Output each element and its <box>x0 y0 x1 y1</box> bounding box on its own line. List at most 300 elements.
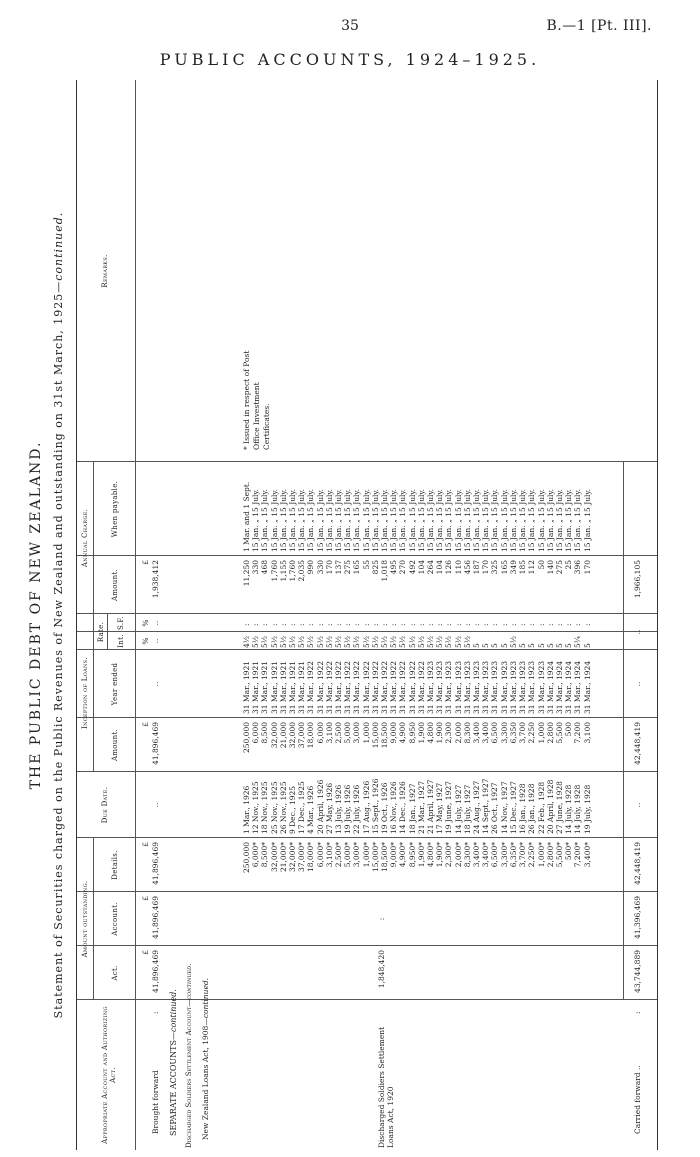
year-ended-cell: 31 Mar., 1923 <box>435 660 445 714</box>
separate-accounts-heading <box>169 989 178 1136</box>
inception-amount-cell: 3,700 <box>518 722 528 744</box>
due-date-cell: 14 July, 1927 <box>453 784 463 834</box>
sinking-fund-cell: : <box>536 623 546 626</box>
interest-rate-cell: 5 <box>582 643 592 648</box>
year-ended-cell: 31 Mar., 1923 <box>472 660 482 714</box>
due-date-cell: 12 Nov., 1925 <box>251 781 261 834</box>
when-payable-cell: 15 Jan. „ 15 July. <box>573 488 583 552</box>
when-payable-cell: 15 Jan. „ 15 July. <box>435 488 445 552</box>
inception-amount-cell: 1,900 <box>435 722 445 744</box>
annual-amount-cell: 137 <box>334 560 344 575</box>
year-ended-cell: 31 Mar., 1923 <box>426 660 436 714</box>
col-rule <box>77 717 657 718</box>
when-payable-cell: 15 Jan. „ 15 July. <box>398 488 408 552</box>
annual-amount-cell: 1,760 <box>269 560 279 582</box>
interest-rate-cell: 5 <box>472 643 482 648</box>
document-reference: B.—1 [Pt. III]. <box>546 18 652 34</box>
due-date-cell: 14 Dec., 1926 <box>398 781 408 834</box>
when-payable-column <box>242 462 592 552</box>
interest-rate-cell: 5½ <box>370 635 380 648</box>
annual-amount-cell: 50 <box>536 560 546 570</box>
year-ended-cell: 31 Mar., 1922 <box>361 660 371 714</box>
details-cell: 6,000* <box>251 842 261 868</box>
brought-forward-label: Brought forward <box>151 1070 160 1134</box>
brought-forward-dots: : <box>151 1011 160 1014</box>
sinking-fund-cell: : <box>444 623 454 626</box>
rotated-table-area <box>6 80 696 1150</box>
when-payable-cell: 15 Jan. „ 15 July. <box>472 488 482 552</box>
when-payable-cell: 15 Jan. „ 15 July. <box>536 488 546 552</box>
page-number: 35 <box>341 18 359 34</box>
due-date-cell: 26 Jan., 1928 <box>527 783 537 834</box>
year-ended-cell: 31 Mar., 1921 <box>242 660 251 714</box>
details-cell: 37,000* <box>297 842 307 872</box>
details-cell: 250,000 <box>242 842 251 874</box>
interest-rate-cell: 5½ <box>343 635 353 648</box>
due-date-cell: 19 July, 1926 <box>343 784 353 834</box>
header-bottom-rule <box>135 80 136 1150</box>
inception-amount-column <box>242 722 592 772</box>
year-ended-cell: 31 Mar., 1924 <box>582 660 592 714</box>
year-ended-cell: 31 Mar., 1923 <box>536 660 546 714</box>
sinking-fund-cell: : <box>306 623 316 626</box>
details-cell: 21,000* <box>278 842 288 872</box>
details-cell: 3,400* <box>472 842 482 868</box>
details-cell: 6,350* <box>508 842 518 868</box>
carried-forward-label: Carried forward .. <box>633 1065 642 1134</box>
details-cell: 5,500* <box>554 842 564 868</box>
sinking-fund-cell: : <box>269 623 279 626</box>
year-ended-cell: 31 Mar., 1923 <box>508 660 518 714</box>
header-sf: S.F. <box>117 616 125 630</box>
when-payable-cell: 15 Jan. „ 15 July. <box>343 488 353 552</box>
details-cell: 8,300* <box>462 842 472 868</box>
header-int: Int. <box>117 634 125 648</box>
annual-amount-cell: 170 <box>582 560 592 575</box>
annual-amount-cell: 396 <box>573 560 583 575</box>
annual-amount-cell: 330 <box>251 560 261 575</box>
when-payable-cell: 15 Jan. „ 15 July. <box>260 488 270 552</box>
when-payable-cell: 15 Jan. „ 15 July. <box>324 488 334 552</box>
year-ended-cell: 31 Mar., 1924 <box>573 660 583 714</box>
sinking-fund-cell: : <box>288 623 298 626</box>
interest-rate-cell: 5½ <box>380 635 390 648</box>
inception-amount-cell: 18,000 <box>306 722 316 749</box>
interest-rate-cell: 5½ <box>416 635 426 648</box>
interest-rate-cell: 5 <box>536 643 546 648</box>
sinking-fund-cell: : <box>278 623 288 626</box>
due-date-cell: 20 April, 1926 <box>315 779 325 834</box>
interest-rate-cell: 5½ <box>251 635 261 648</box>
sinking-fund-cell: : <box>407 623 417 626</box>
annual-amount-cell: 185 <box>518 560 528 575</box>
annual-amount-cell: 495 <box>389 560 399 575</box>
when-payable-cell: 15 Jan. „ 15 July. <box>518 488 528 552</box>
due-date-cell: 19 July, 1928 <box>582 784 592 834</box>
header-account: Account. <box>111 902 119 936</box>
annual-amount-cell: 1,155 <box>278 560 288 582</box>
inception-amount-cell: 15,000 <box>370 722 380 749</box>
header-rule <box>107 614 108 650</box>
inception-amount-cell: 8,300 <box>462 722 472 744</box>
details-cell: 18,500* <box>380 842 390 872</box>
when-payable-cell: 15 Jan. „ 15 July. <box>370 488 380 552</box>
interest-rate-cell: 5½ <box>306 635 316 648</box>
header-act: Act. <box>111 965 119 981</box>
sinking-fund-cell: : <box>426 623 436 626</box>
when-payable-cell: 15 Jan. „ 15 July. <box>361 488 371 552</box>
dssl-act-label: Discharged Soldiers Settlement Loans Act, 1920 <box>377 1026 396 1148</box>
due-date-cell: 16 Jan., 1928 <box>518 783 528 834</box>
interest-rate-cell: 5½ <box>361 635 371 648</box>
year-ended-cell: 31 Mar., 1921 <box>297 660 307 714</box>
sinking-fund-cell: : <box>462 623 472 626</box>
annual-amount-cell: 492 <box>407 560 417 575</box>
year-ended-cell: 31 Mar., 1922 <box>398 660 408 714</box>
annual-amount-cell: 140 <box>545 560 555 575</box>
details-cell: 5,000* <box>343 842 353 868</box>
inception-amount-cell: 1,000 <box>536 722 546 744</box>
interest-rate-cell: 5½ <box>444 635 454 648</box>
when-payable-cell: 15 Jan. „ 15 July. <box>508 488 518 552</box>
annual-amount-cell: 165 <box>352 560 362 575</box>
due-date-cell: 26 Oct., 1927 <box>490 782 500 834</box>
interest-rate-cell: 5½ <box>435 635 445 648</box>
interest-rate-cell: 5½ <box>462 635 472 648</box>
when-payable-cell: 15 Jan. „ 15 July. <box>481 488 491 552</box>
year-ended-cell: 31 Mar., 1922 <box>352 660 362 714</box>
due-date-column <box>242 772 592 834</box>
annual-amount-cell: 349 <box>508 560 518 575</box>
annual-amount-cell: 264 <box>426 560 436 575</box>
inception-amount-cell: 32,000 <box>288 722 298 749</box>
statement-subtitle <box>52 80 65 1150</box>
inception-amount-cell: 7,200 <box>573 722 583 744</box>
inception-amount-cell: 6,000 <box>315 722 325 744</box>
inception-amount-cell: 2,300 <box>444 722 454 744</box>
interest-rate-cell: 5½ <box>398 635 408 648</box>
details-cell: 6,500* <box>490 842 500 868</box>
inception-amount-cell: 3,100 <box>582 722 592 744</box>
inception-amount-cell: 2,000 <box>453 722 463 744</box>
brought-forward-inception: 41,896,469 <box>151 722 160 765</box>
interest-rate-cell: 5½ <box>334 635 344 648</box>
discharged-soldiers-account-label: Discharged Soldiers Settlement Account— <box>185 999 193 1148</box>
inception-amount-cell: 1,900 <box>416 722 426 744</box>
discharged-soldiers-account-continued: continued. <box>185 963 193 1000</box>
interest-rate-cell: 5½ <box>453 635 463 648</box>
sinking-fund-cell: : <box>297 623 307 626</box>
inception-amount-cell: 3,100 <box>324 722 334 744</box>
sinking-fund-cell: : <box>380 623 390 626</box>
interest-rate-cell: 5½ <box>315 635 325 648</box>
due-date-cell: 27 June, 1928 <box>554 781 564 834</box>
when-payable-cell: 15 Jan. „ 15 July. <box>297 488 307 552</box>
col-rule <box>77 837 657 838</box>
details-cell: 8,500* <box>260 842 270 868</box>
year-ended-cell: 31 Mar., 1922 <box>380 660 390 714</box>
details-cell: 3,400* <box>582 842 592 868</box>
remarks-note: * Issued in respect of Post Office Investment Certificates. <box>242 350 271 450</box>
when-payable-cell: 15 Jan. „ 15 July. <box>352 488 362 552</box>
annual-amount-cell: 468 <box>260 560 270 575</box>
sinking-fund-cell: : <box>352 623 362 626</box>
annual-amount-cell: 990 <box>306 560 316 575</box>
details-cell: 32,000* <box>269 842 279 872</box>
when-payable-cell: 15 Jan. „ 15 July. <box>389 488 399 552</box>
sinking-fund-cell: : <box>398 623 408 626</box>
annual-amount-cell: 25 <box>564 560 574 570</box>
sinking-fund-cell: : <box>242 623 251 626</box>
details-column <box>242 842 592 892</box>
sinking-fund-column <box>242 614 592 626</box>
due-date-cell: 15 Dec., 1927 <box>508 781 518 834</box>
due-date-cell: 14 July, 1928 <box>564 784 574 834</box>
sinking-fund-cell: : <box>416 623 426 626</box>
inception-amount-cell: 3,300 <box>499 722 509 744</box>
interest-rate-cell: 5½ <box>260 635 270 648</box>
when-payable-cell: 15 Jan. „ 15 July. <box>334 488 344 552</box>
interest-rate-cell: 5 <box>518 643 528 648</box>
separate-accounts-label: SEPARATE ACCOUNTS— <box>169 1032 178 1136</box>
interest-rate-cell: 4½ <box>242 635 251 648</box>
when-payable-cell: 15 Jan. „ 15 July. <box>462 488 472 552</box>
interest-rate-cell: 5½ <box>426 635 436 648</box>
when-payable-cell: 15 Jan. „ 15 July. <box>490 488 500 552</box>
year-ended-cell: 31 Mar., 1923 <box>453 660 463 714</box>
interest-rate-cell: 5½ <box>324 635 334 648</box>
year-ended-cell: 31 Mar., 1923 <box>527 660 537 714</box>
when-payable-cell: 15 Jan. „ 15 July. <box>499 488 509 552</box>
due-date-cell: 22 July, 1926 <box>352 784 362 834</box>
annual-amount-cell: 112 <box>527 560 537 575</box>
inception-amount-cell: 8,500 <box>260 722 270 744</box>
sinking-fund-cell: : <box>334 623 344 626</box>
year-ended-cell: 31 Mar., 1923 <box>444 660 454 714</box>
header-inception: Inception of Loans. <box>81 657 89 729</box>
interest-rate-cell: 5½ <box>352 635 362 648</box>
pound-sign: £ <box>141 560 150 565</box>
interest-rate-cell: 5½ <box>288 635 298 648</box>
inception-amount-cell: 37,000 <box>297 722 307 749</box>
dssl-act-amount: 1,848,420 <box>377 950 386 989</box>
inception-amount-cell: 4,900 <box>398 722 408 744</box>
sinking-fund-cell: : <box>554 623 564 626</box>
annual-amount-cell: 187 <box>472 560 482 575</box>
annual-amount-cell: 11,250 <box>242 560 251 587</box>
pound-sign: £ <box>141 722 150 727</box>
brought-forward-details: 41,896,469 <box>151 842 160 885</box>
interest-rate-column <box>242 632 592 648</box>
statement-subtitle-main: Statement of Securities charged on the Public Revenues of New Zealand and outstanding on 31st March, 1925— <box>52 280 65 1019</box>
carried-forward-rate: .. <box>633 629 642 635</box>
details-cell: 1,000* <box>361 842 371 868</box>
when-payable-cell: 15 Jan. „ 15 July. <box>306 488 316 552</box>
details-cell: 1,000* <box>536 842 546 868</box>
year-ended-cell: 31 Mar., 1924 <box>545 660 555 714</box>
year-ended-cell: 31 Mar., 1922 <box>334 660 344 714</box>
details-cell: 2,000* <box>453 842 463 868</box>
year-ended-cell: 31 Mar., 1921 <box>260 660 270 714</box>
details-cell: 500* <box>564 842 574 861</box>
annual-amount-cell: 170 <box>324 560 334 575</box>
nz-loans-act-heading <box>201 978 210 1140</box>
due-date-cell: 24 Aug., 1927 <box>472 780 482 834</box>
annual-amount-cell: 275 <box>554 560 564 575</box>
header-rate: Rate. <box>97 621 105 643</box>
carried-forward-act: 43,744,889 <box>633 950 642 993</box>
pound-sign: £ <box>141 950 150 955</box>
interest-rate-cell: 5¼ <box>573 635 583 648</box>
due-date-cell: 19 June, 1927 <box>444 781 454 834</box>
details-cell: 2,500* <box>334 842 344 868</box>
when-payable-cell: 15 Jan. „ 15 July. <box>426 488 436 552</box>
statement-sheet <box>6 80 696 1150</box>
due-date-cell: 14 Nov., 1927 <box>499 781 509 834</box>
when-payable-cell: 15 Jan. „ 15 July. <box>416 488 426 552</box>
sinking-fund-cell: : <box>370 623 380 626</box>
due-date-cell: 1 Mar., 1926 <box>242 785 251 834</box>
year-ended-cell: 31 Mar., 1923 <box>518 660 528 714</box>
year-ended-cell: 31 Mar., 1923 <box>481 660 491 714</box>
pound-sign: £ <box>141 842 150 847</box>
details-cell: 3,400* <box>481 842 491 868</box>
due-date-cell: 18 July, 1927 <box>462 784 472 834</box>
carried-forward-inception: 42,448,419 <box>633 722 642 765</box>
details-cell: 3,300* <box>499 842 509 868</box>
header-annual-amount: Amount. <box>111 568 119 602</box>
col-rule <box>77 555 657 556</box>
details-cell: 18,000* <box>306 842 316 872</box>
inception-amount-cell: 3,400 <box>472 722 482 744</box>
due-date-cell: 14 Sept., 1927 <box>481 778 491 834</box>
details-cell: 2,250* <box>527 842 537 868</box>
year-ended-cell: 31 Mar., 1921 <box>269 660 279 714</box>
year-ended-cell: 31 Mar., 1921 <box>251 660 261 714</box>
sinking-fund-cell: : <box>389 623 399 626</box>
discharged-soldiers-account-heading <box>185 964 194 1148</box>
annual-amount-cell: 165 <box>499 560 509 575</box>
inception-amount-cell: 18,500 <box>380 722 390 749</box>
due-date-cell: 25 Nov., 1925 <box>269 781 279 834</box>
due-date-cell: 19 Oct., 1926 <box>380 782 390 834</box>
annual-amount-cell: 2,035 <box>297 560 307 582</box>
inception-amount-cell: 500 <box>564 722 574 737</box>
annual-amount-cell: 325 <box>490 560 500 575</box>
details-cell: 3,700* <box>518 842 528 868</box>
year-ended-cell: 31 Mar., 1924 <box>564 660 574 714</box>
inception-amount-cell: 9,000 <box>389 722 399 744</box>
inception-amount-cell: 8,950 <box>407 722 417 744</box>
sinking-fund-cell: : <box>361 623 371 626</box>
header-due-date: Due Date. <box>101 786 109 824</box>
due-date-cell: 21 April, 1927 <box>426 779 436 834</box>
debt-table <box>76 80 658 1150</box>
inception-amount-cell: 3,400 <box>481 722 491 744</box>
interest-rate-cell: 5 <box>527 643 537 648</box>
brought-forward-act: 41,896,469 <box>151 950 160 993</box>
header-annual-charge: Annual Charge. <box>81 508 89 568</box>
due-date-cell: 27 May, 1926 <box>324 782 334 834</box>
when-payable-cell: 15 Jan. „ 15 July. <box>407 488 417 552</box>
header-details: Details. <box>111 850 119 880</box>
statement-subtitle-continued: continued. <box>52 211 65 281</box>
interest-rate-cell: 5½ <box>297 635 307 648</box>
header-year-ended: Year ended <box>111 662 119 706</box>
sinking-fund-cell: : <box>545 623 555 626</box>
int-percent: % <box>141 637 150 645</box>
carried-forward-account: 41,396,469 <box>633 896 642 939</box>
due-date-cell: 26 Nov., 1925 <box>278 781 288 834</box>
inception-amount-cell: 250,000 <box>242 722 251 754</box>
annual-amount-cell: 110 <box>453 560 463 575</box>
due-date-cell: 4 Mar., 1926 <box>306 785 316 834</box>
inception-amount-cell: 5,500 <box>554 722 564 744</box>
carried-forward-annual: 1,966,105 <box>633 560 642 599</box>
year-ended-cell: 31 Mar., 1922 <box>324 660 334 714</box>
interest-rate-cell: 5 <box>554 643 564 648</box>
when-payable-cell: 15 Jan. „ 15 July. <box>269 488 279 552</box>
when-payable-cell: 15 Jan. „ 15 July. <box>380 488 390 552</box>
sinking-fund-cell: : <box>260 623 270 626</box>
details-cell: 4,800* <box>426 842 436 868</box>
sinking-fund-cell: : <box>527 623 537 626</box>
when-payable-cell: 15 Jan. „ 15 July. <box>582 488 592 552</box>
details-cell: 4,900* <box>398 842 408 868</box>
sinking-fund-cell: : <box>508 623 518 626</box>
when-payable-cell: 15 Jan. „ 15 July. <box>315 488 325 552</box>
sinking-fund-cell: : <box>453 623 463 626</box>
due-date-cell: 21 Mar., 1927 <box>416 780 426 834</box>
year-ended-cell: 31 Mar., 1922 <box>407 660 417 714</box>
annual-amount-cell: 170 <box>481 560 491 575</box>
annual-amount-cell: 104 <box>435 560 445 575</box>
nz-loans-act-continued: continued. <box>201 977 210 1019</box>
when-payable-cell: 15 Jan. „ 15 July. <box>288 488 298 552</box>
sinking-fund-cell: : <box>518 623 528 626</box>
interest-rate-cell: 5 <box>481 643 491 648</box>
sinking-fund-cell: : <box>315 623 325 626</box>
due-date-cell: 17 May, 1927 <box>435 782 445 834</box>
sinking-fund-cell: : <box>499 623 509 626</box>
sinking-fund-cell: : <box>564 623 574 626</box>
year-ended-cell: 31 Mar., 1922 <box>370 660 380 714</box>
sinking-fund-cell: : <box>490 623 500 626</box>
inception-amount-cell: 4,800 <box>426 722 436 744</box>
details-cell: 1,900* <box>416 842 426 868</box>
year-ended-column <box>242 650 592 714</box>
due-date-cell: 16 Nov., 1926 <box>389 781 399 834</box>
interest-rate-cell: 5½ <box>269 635 279 648</box>
year-ended-cell: 31 Mar., 1922 <box>343 660 353 714</box>
sinking-fund-cell: : <box>582 623 592 626</box>
interest-rate-cell: 5½ <box>407 635 417 648</box>
inception-amount-cell: 21,000 <box>278 722 288 749</box>
sinking-fund-cell: : <box>472 623 482 626</box>
annual-amount-cell: 104 <box>416 560 426 575</box>
separate-accounts-continued: continued. <box>169 989 178 1033</box>
header-amount-outstanding: Amount outstanding. <box>81 880 89 958</box>
year-ended-cell: 31 Mar., 1922 <box>416 660 426 714</box>
annual-amount-cell: 825 <box>370 560 380 575</box>
details-cell: 6,000* <box>315 842 325 868</box>
due-date-cell: 14 July, 1928 <box>573 784 583 834</box>
details-cell: 2,300* <box>444 842 454 868</box>
annual-amount-cell: 270 <box>398 560 408 575</box>
details-cell: 8,950* <box>407 842 417 868</box>
brought-forward-due: .. <box>151 802 160 808</box>
details-cell: 32,000* <box>288 842 298 872</box>
